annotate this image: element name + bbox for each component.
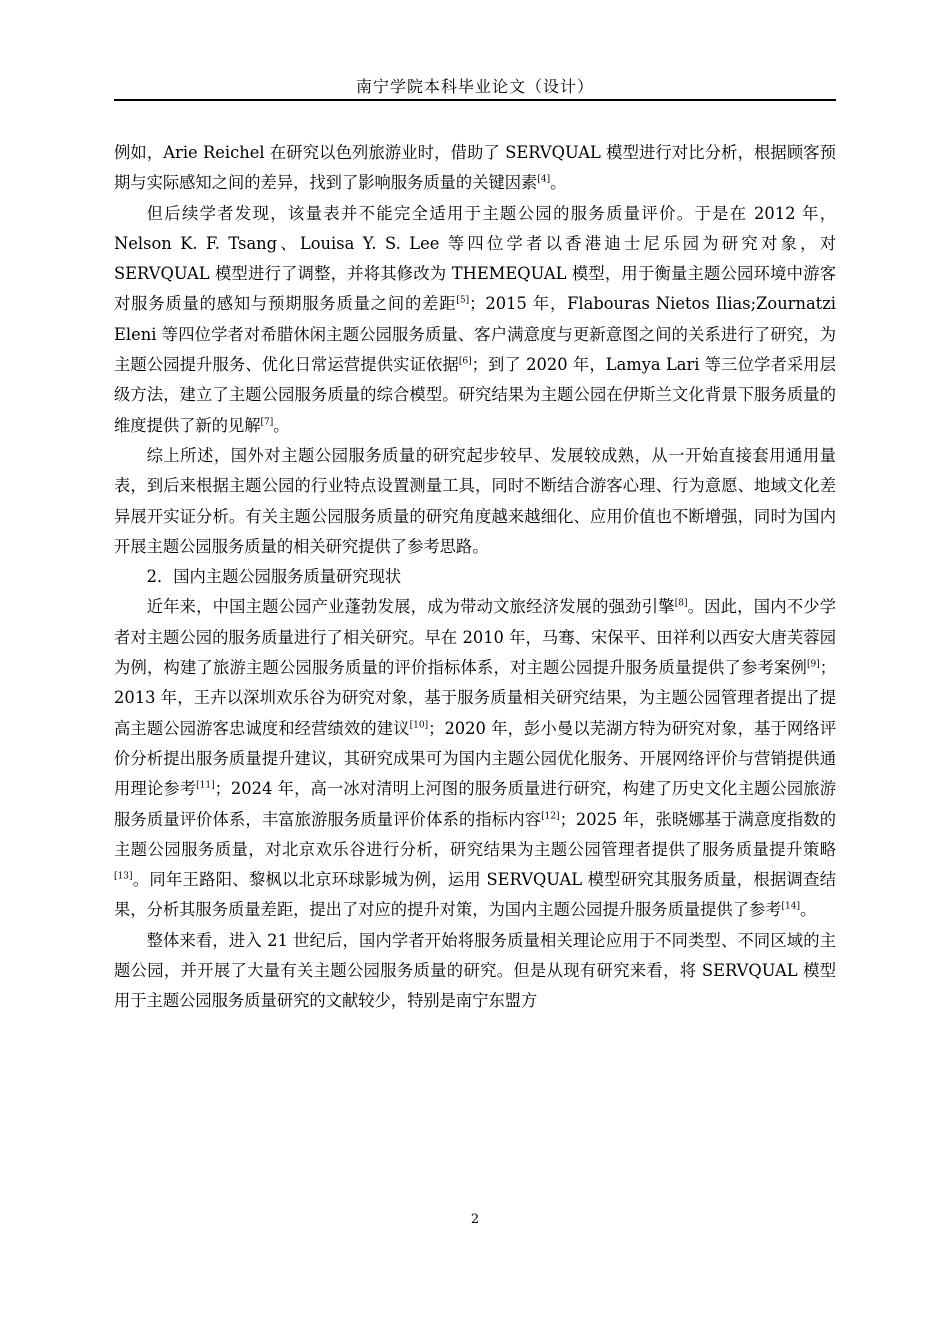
paragraph-text: ；2015 年，Flabouras Nietos Ilias;Zournatzi Eleni 等四位学者对希腊休闲主题公园服务质量、客户满意度与更新意图之间的关系进行了研究，为主题公园提升服务、优化日常运营提供实证依据 <box>114 294 836 375</box>
document-body <box>114 138 836 1017</box>
body-paragraph <box>114 441 836 562</box>
paragraph-text: ；2024 年，高一冰对清明上河图的服务质量进行研究，构建了历史文化主题公园旅游服务质量评价体系，丰富旅游服务质量评价体系的指标内容 <box>114 779 836 829</box>
paragraph-text: 整体来看，进入 21 世纪后，国内学者开始将服务质量相关理论应用于不同类型、不同区域的主题公园，并开展了大量有关主题公园服务质量的研究。但是从现有研究来看，将 SERVQUAL 模型用于主题公园服务质量研究的文献较少，特别是南宁东盟方 <box>114 930 836 1011</box>
paragraph-text: 。因此，国内不少学者对主题公园的服务质量进行了相关研究。早在 2010 年，马骞、宋保平、田祥利以西安大唐芙蓉园为例，构建了旅游主题公园服务质量的评价指标体系，对主题公园提升服务质量提供了参考案例 <box>114 597 836 678</box>
citation-reference: [6] <box>458 356 472 367</box>
paragraph-text: ；2025 年，张晓娜基于满意度指数的主题公园服务质量，对北京欢乐谷进行分析，研究结果为主题公园管理者提供了服务质量提升策略 <box>114 809 836 859</box>
paragraph-text: ；到了 2020 年，Lamya Lari 等三位学者采用层级方法，建立了主题公园服务质量的综合模型。研究结果为主题公园在伊斯兰文化背景下服务质量的维度提供了新的见解 <box>114 355 836 435</box>
citation-reference: [8] <box>674 599 688 610</box>
citation-reference: [13] <box>114 871 133 882</box>
page-number: 2 <box>470 1212 480 1227</box>
paragraph-text: 。 <box>800 900 817 920</box>
citation-reference: [12] <box>541 811 560 822</box>
paragraph-text: 近年来，中国主题公园产业蓬勃发展，成为带动文旅经济发展的强劲引擎 <box>146 597 675 617</box>
citation-reference: [9] <box>806 659 820 670</box>
body-paragraph <box>114 926 836 1017</box>
paragraph-text: 综上所述，国外对主题公园服务质量的研究起步较早、发展较成熟，从一开始直接套用通用量表，到后来根据主题公园的行业特点设置测量工具，同时不断结合游客心理、行为意愿、地域文化差异展开实证分析。有关主题公园服务质量的研究角度越来越细化、应用价值也不断增强，同时为国内开展主题公园服务质量的相关研究提供了参考思路。 <box>114 445 836 556</box>
citation-reference: [4] <box>537 174 551 185</box>
body-paragraph <box>114 592 836 925</box>
paragraph-text: 但后续学者发现，该量表并不能完全适用于主题公园的服务质量评价。于是在 2012 年，Nelson K. F. Tsang、Louisa Y. S. Lee 等四位学者以香港迪士尼乐园为研究对象，对 SERVQUAL 模型进行了调整，并将其修改为 THEMEQUAL 模型，用于衡量主题公园环境中游客对服务质量的感知与预期服务质量之间的差距 <box>114 203 836 314</box>
citation-reference: [10] <box>409 720 429 731</box>
paragraph-text: 2．国内主题公园服务质量研究现状 <box>146 567 402 587</box>
body-paragraph <box>114 138 836 199</box>
paragraph-text: 例如，Arie Reichel 在研究以色列旅游业时，借助了 SERVQUAL 模型进行对比分析，根据顾客预期与实际感知之间的差异，找到了影响服务质量的关键因素 <box>114 143 836 193</box>
paragraph-text: 。同年王路阳、黎枫以北京环球影城为例，运用 SERVQUAL 模型研究其服务质量，根据调查结果，分析其服务质量差距，提出了对应的提升对策，为国内主题公园提升服务质量提供了参考 <box>114 870 836 920</box>
paragraph-text: ；2013 年，王卉以深圳欢乐谷为研究对象，基于服务质量相关研究结果，为主题公园管理者提出了提高主题公园游客忠诚度和经营绩效的建议 <box>114 658 836 738</box>
paragraph-text: ；2020 年，彭小曼以芜湖方特为研究对象，基于网络评价分析提出服务质量提升建议，其研究成果可为国内主题公园优化服务、开展网络评价与营销提供通用理论参考 <box>114 718 836 799</box>
page-header-title: 南宁学院本科毕业论文（设计） <box>355 77 594 96</box>
header-rule <box>114 99 836 101</box>
citation-reference: [11] <box>196 780 215 791</box>
citation-reference: [7] <box>260 417 274 428</box>
body-paragraph <box>114 199 836 441</box>
paragraph-text: 。 <box>273 415 290 435</box>
citation-reference: [5] <box>456 296 470 307</box>
paragraph-text: 。 <box>550 173 567 193</box>
section-heading <box>114 562 836 592</box>
citation-reference: [14] <box>781 902 801 912</box>
